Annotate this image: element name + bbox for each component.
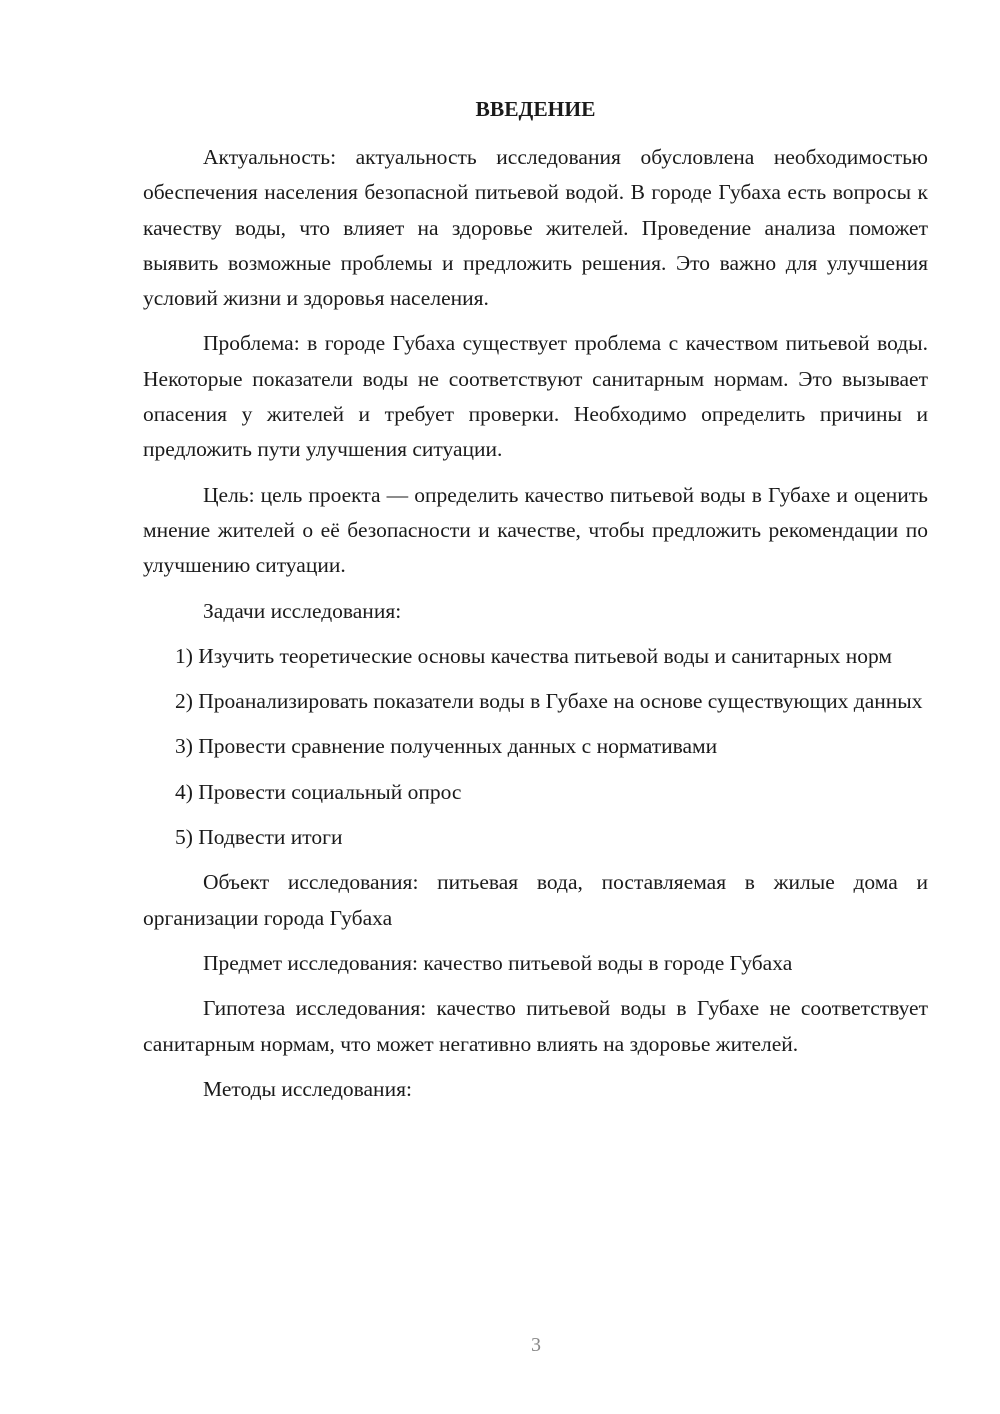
task-item-2: 2) Проанализировать показатели воды в Губахе на основе существующих данных <box>175 689 923 714</box>
subject-paragraph: Предмет исследования: качество питьевой воды в городе Губаха <box>203 950 793 975</box>
task-item-5: 5) Подвести итоги <box>175 825 343 850</box>
tasks-heading: Задачи исследования: <box>203 598 402 623</box>
task-item-1: 1) Изучить теоретические основы качества питьевой воды и санитарных норм <box>175 643 892 668</box>
goal-paragraph: Цель: цель проекта — определить качество питьевой воды в Губахе и оценить мнение жителей о её безопасности и качестве, чтобы предложить рекомендации по улучшению ситуации. <box>143 482 928 578</box>
task-item-4: 4) Провести социальный опрос <box>175 779 462 804</box>
relevance-paragraph: Актуальность: актуальность исследования обусловлена необходимостью обеспечения населения безопасной питьевой водой. В городе Губаха есть вопросы к качеству воды, что влияет на здоровье жителей. Проведение анализа поможет выявить возможные проблемы и предложить решения. Это важно для улучшения условий жизни и здоровья населения. <box>143 145 928 311</box>
page-content <box>143 92 928 1117</box>
problem-paragraph: Проблема: в городе Губаха существует проблема с качеством питьевой воды. Некоторые показатели воды не соответствуют санитарным нормам. Это вызывает опасения у жителей и требует проверки. Необходимо определить причины и предложить пути улучшения ситуации. <box>143 331 928 462</box>
hypothesis-paragraph: Гипотеза исследования: качество питьевой воды в Губахе не соответствует санитарным нормам, что может негативно влиять на здоровье жителей. <box>143 996 928 1056</box>
page-number: 3 <box>531 1334 541 1356</box>
methods-heading: Методы исследования: <box>203 1076 412 1101</box>
object-paragraph: Объект исследования: питьевая вода, поставляемая в жилые дома и организации города Губаха <box>143 870 928 930</box>
task-item-3: 3) Провести сравнение полученных данных с нормативами <box>175 734 718 759</box>
page-title: ВВЕДЕНИЕ <box>475 97 596 121</box>
